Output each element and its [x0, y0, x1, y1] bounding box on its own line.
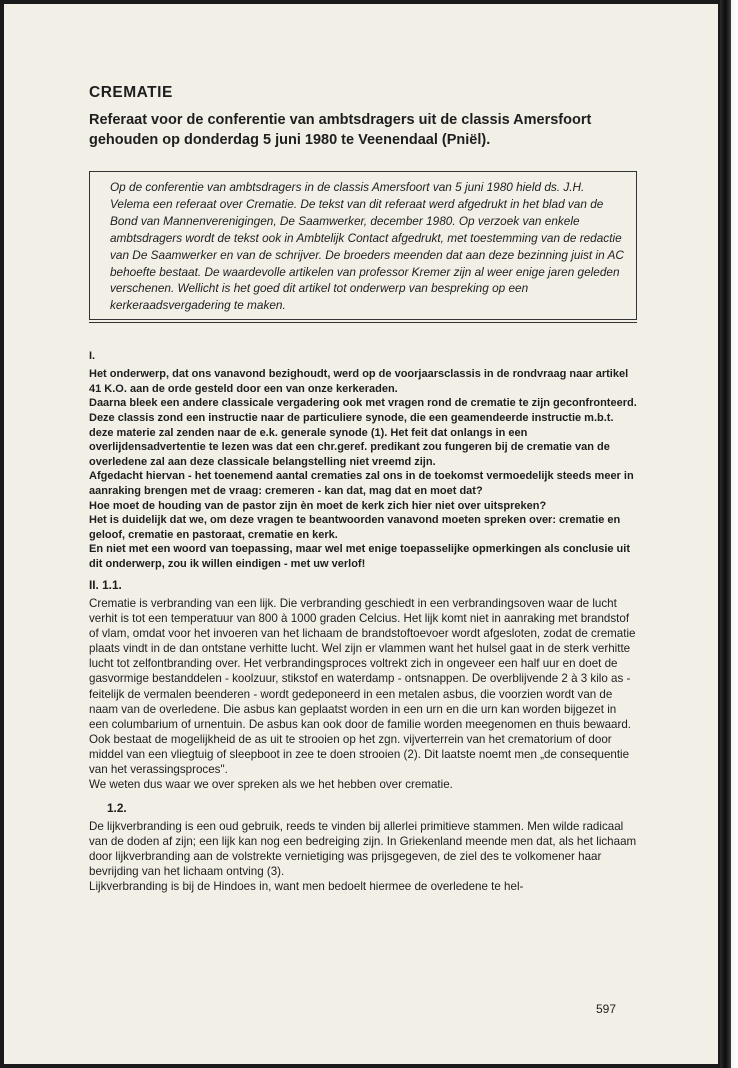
- section-3-body: [89, 819, 637, 895]
- paragraph: De lijkverbranding is een oud gebruik, reeds te vinden bij allerlei primitieve stammen. Men wilde radicaal van de doden af zijn; een lijk kan nog een bedreiging zijn. In Griekenland meende men dat, als het lichaam door lijkverbranding aan de volstrekte vernietiging was prijsgegeven, de ziel des te volkomener haar bevrijding van het lichaam ontving (3).: [89, 819, 637, 879]
- intro-box: [89, 171, 637, 320]
- document-page: [4, 4, 718, 1064]
- paragraph: Lijkverbranding is bij de Hindoes in, want men bedoelt hiermee de overledene te hel-: [89, 880, 524, 894]
- paragraph: Crematie is verbranding van een lijk. Die verbranding geschiedt in een verbrandingsoven waar de lucht verhit is tot een temperatuur van 800 à 1000 graden Celcius. Het lijk komt niet in aanraking met brandstof of vlam, omdat voor het invoeren van het lichaam de brandstoftoevoer wordt afgesloten, zodat de crematie plaats vindt in de dan ontstane verhitte lucht. Wel zijn er vlammen want het hulsel gaat in de sterk verhitte lucht tot zelfontbranding over. Het verbrandingsproces voltrekt zich in ongeveer een half uur en doet de gasvormige bestanddelen - koolzuur, stikstof en waterdamp - ontsnappen. De overblijvende 2 à 3 kilo as - feitelijk de vermalen beenderen - wordt gedeponeerd in een metalen asbus, die voorzien wordt van de naam van de overledene. Die asbus kan geplaatst worden in een urn en die urn kan worden bijgezet in een columbarium of urnentuin. De asbus kan ook door de familie worden meegenomen en thuis bewaard. Ook bestaat de mogelijkheid de as uit te strooien op het zgn. vijverterrein van het crematorium of door middel van een vliegtuig of sleepboot in zee te doen strooien (2). Dit laatste noemt men „de consequentie van het verassingsproces".: [89, 596, 636, 777]
- section-heading-2-1-1: II. 1.1.: [89, 577, 122, 592]
- scan-edge: [720, 0, 738, 1068]
- article-subtitle: Referaat voor de conferentie van ambtsdragers uit de classis Amersfoort gehouden op donderdag 5 juni 1980 te Veenendaal (Pniël).: [89, 112, 592, 148]
- section-2-body: [89, 596, 637, 793]
- article-title: CREMATIE: [89, 84, 173, 101]
- page-number: 597: [596, 1002, 617, 1016]
- paragraph: Het is duidelijk dat we, om deze vragen te beantwoorden vanavond moeten spreken over: crematie en geloof, crematie en pastoraat, crematie en kerk.: [89, 514, 621, 541]
- section-heading-1-2: 1.2.: [107, 800, 127, 815]
- intro-box-underline: [89, 322, 637, 323]
- paragraph: Afgedacht hiervan - het toenemend aantal crematies zal ons in de toekomst vermoedelijk steeds meer in aanraking brengen met de vraag: cremeren - kan dat, mag dat en moet dat?: [89, 470, 634, 497]
- page-content: [89, 84, 637, 894]
- paragraph: Daarna bleek een andere classicale vergadering ook met vragen rond de crematie te zijn geconfronteerd. Deze classis zond een instructie naar de particuliere synode, die een geamendeerde instructie m.b.t. deze materie zal zenden naar de e.k. generale synode (1). Het feit dat onlangs in een overlijdensadvertentie te lezen was dat een chr.geref. predikant zou fungeren bij de crematie van de overledene zal aan deze classicale belangstelling niet vreemd zijn.: [89, 397, 637, 468]
- section-1-body: [89, 367, 637, 571]
- paragraph: We weten dus waar we over spreken als we het hebben over crematie.: [89, 778, 453, 792]
- intro-text: Op de conferentie van ambtsdragers in de classis Amersfoort van 5 juni 1980 hield ds. J.H. Velema een referaat over Crematie. De tekst van dit referaat werd afgedrukt in het blad van de Bond van Mannenverenigingen, De Saamwerker, december 1980. Op verzoek van enkele ambtsdragers wordt de tekst ook in Ambtelijk Contact afgedrukt, met toestemming van de redactie van De Saamwerker en van de schrijver. De broeders meenden dat aan deze bezinning juist in AC behoefte bestaat. De waardevolle artikelen van professor Kremer zijn al weer enige jaren geleden verschenen. Wellicht is het goed dit artikel tot onderwerp van bespreking op een kerkeraadsvergadering te maken.: [110, 180, 624, 313]
- paragraph: Hoe moet de houding van de pastor zijn èn moet de kerk zich hier niet over uitspreken?: [89, 499, 547, 512]
- paragraph: Het onderwerp, dat ons vanavond bezighoudt, werd op de voorjaarsclassis in de rondvraag naar artikel 41 K.O. aan de orde gesteld door een van onze kerkeraden.: [89, 368, 629, 395]
- paragraph: En niet met een woord van toepassing, maar wel met enige toepasselijke opmerkingen als conclusie uit dit onderwerp, zou ik willen eindigen - met uw verlof!: [89, 543, 630, 570]
- section-heading-1: I.: [89, 350, 96, 363]
